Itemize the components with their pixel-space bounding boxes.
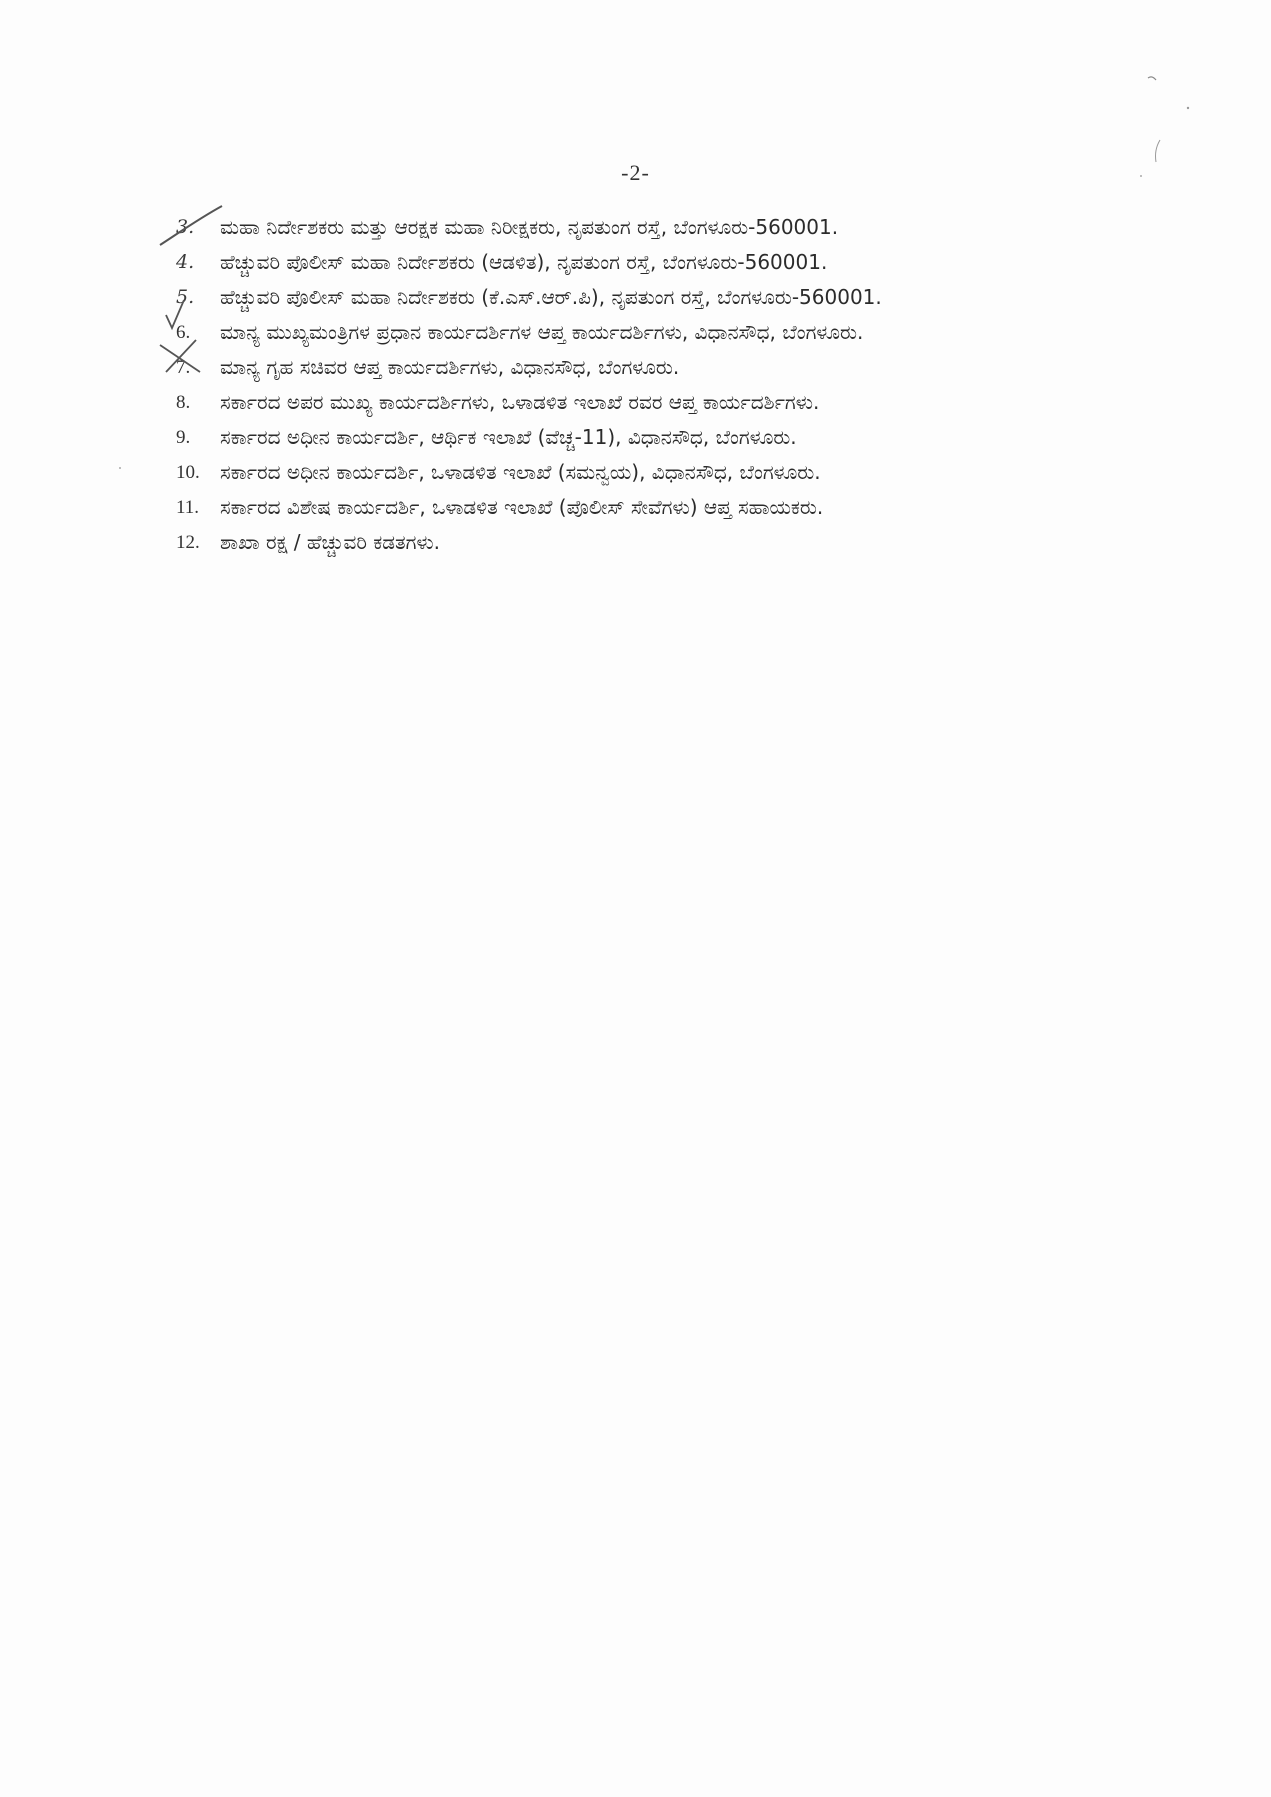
list-item-text: ಹೆಚ್ಚುವರಿ ಪೊಲೀಸ್ ಮಹಾ ನಿರ್ದೇಶಕರು (ಕೆ.ಎಸ್.ಆರ್.ಪಿ), ನೃಪತುಂಗ ರಸ್ತೆ, ಬೆಂಗಳೂರು-560001.: [220, 285, 882, 309]
list-item-text: ಸರ್ಕಾರದ ವಿಶೇಷ ಕಾರ್ಯದರ್ಶಿ, ಒಳಾಡಳಿತ ಇಲಾಖೆ (ಪೊಲೀಸ್ ಸೇವೆಗಳು) ಆಪ್ತ ಸಹಾಯಕರು.: [220, 495, 824, 519]
list-item-text: ಮಾನ್ಯ ಮುಖ್ಯಮಂತ್ರಿಗಳ ಪ್ರಧಾನ ಕಾರ್ಯದರ್ಶಿಗಳ ಆಪ್ತ ಕಾರ್ಯದರ್ಶಿಗಳು, ವಿಧಾನಸೌಧ, ಬೆಂಗಳೂರು.: [220, 320, 864, 344]
list-item: [176, 528, 1131, 557]
list-item: [176, 353, 1131, 382]
list-item-text: ಸರ್ಕಾರದ ಅಧೀನ ಕಾರ್ಯದರ್ಶಿ, ಆರ್ಥಿಕ ಇಲಾಖೆ (ವೆಚ್ಚ-11), ವಿಧಾನಸೌಧ, ಬೆಂಗಳೂರು.: [220, 425, 797, 449]
list-item-number: 4.: [176, 251, 195, 273]
list-item-number: 8.: [176, 392, 191, 413]
list-item-text: ಸರ್ಕಾರದ ಅಪರ ಮುಖ್ಯ ಕಾರ್ಯದರ್ಶಿಗಳು, ಒಳಾಡಳಿತ ಇಲಾಖೆ ರವರ ಆಪ್ತ ಕಾರ್ಯದರ್ಶಿಗಳು.: [220, 390, 820, 414]
list-item-text: ಮಹಾ ನಿರ್ದೇಶಕರು ಮತ್ತು ಆರಕ್ಷಕ ಮಹಾ ನಿರೀಕ್ಷಕರು, ನೃಪತುಂಗ ರಸ್ತೆ, ಬೆಂಗಳೂರು-560001.: [220, 215, 839, 239]
list-item-text: ಹೆಚ್ಚುವರಿ ಪೊಲೀಸ್ ಮಹಾ ನಿರ್ದೇಶಕರು (ಆಡಳಿತ), ನೃಪತುಂಗ ರಸ್ತೆ, ಬೆಂಗಳೂರು-560001.: [220, 250, 828, 274]
list-item: [176, 458, 1131, 487]
list-item-number: 9.: [176, 427, 191, 448]
list-item-number: 12.: [176, 532, 200, 553]
list-item: [176, 388, 1131, 417]
list-item: [176, 213, 1131, 242]
list-item-number: 7.: [176, 357, 191, 378]
list-item: [176, 318, 1131, 347]
list-item: [176, 423, 1131, 452]
recipient-list: [176, 213, 1131, 563]
speck: [1187, 107, 1189, 109]
list-item-number: 6.: [176, 322, 191, 343]
list-item: [176, 283, 1131, 312]
list-item-number: 3.: [176, 216, 195, 238]
list-item-number: 10.: [176, 462, 200, 483]
speck: [119, 467, 121, 469]
list-item: [176, 248, 1131, 277]
page-number: -2-: [621, 160, 650, 185]
margin-scribble: [1148, 77, 1156, 80]
list-item-text: ಶಾಖಾ ರಕ್ಷ / ಹೆಚ್ಚುವರಿ ಕಡತಗಳು.: [220, 530, 441, 554]
list-item: [176, 493, 1131, 522]
margin-scribble: [1156, 140, 1161, 162]
list-item-text: ಮಾನ್ಯ ಗೃಹ ಸಚಿವರ ಆಪ್ತ ಕಾರ್ಯದರ್ಶಿಗಳು, ವಿಧಾನಸೌಧ, ಬೆಂಗಳೂರು.: [220, 355, 680, 379]
list-item-number: 11.: [176, 497, 200, 518]
list-item-number: 5.: [176, 286, 195, 308]
list-item-text: ಸರ್ಕಾರದ ಅಧೀನ ಕಾರ್ಯದರ್ಶಿ, ಒಳಾಡಳಿತ ಇಲಾಖೆ (ಸಮನ್ವಯ), ವಿಧಾನಸೌಧ, ಬೆಂಗಳೂರು.: [220, 460, 821, 484]
